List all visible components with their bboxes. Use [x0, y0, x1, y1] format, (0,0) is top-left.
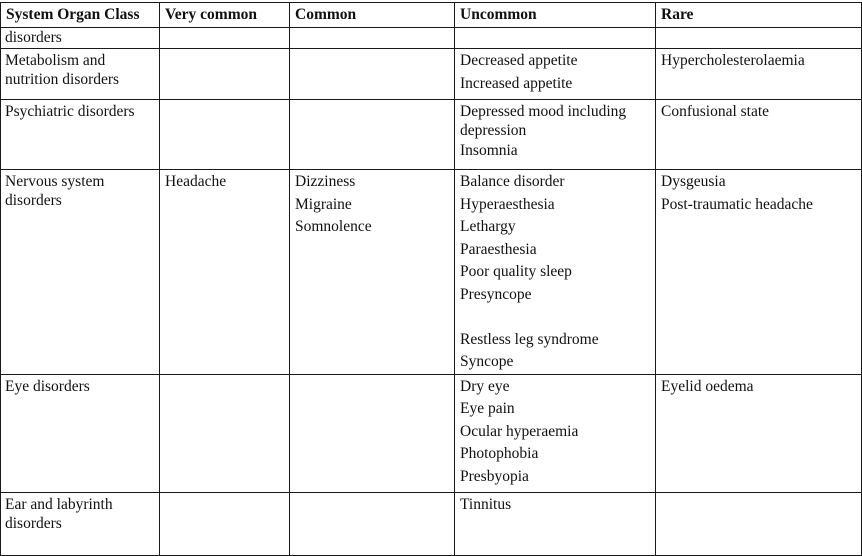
soc-cell — [1, 170, 160, 375]
table-row — [1, 49, 862, 100]
reaction-item: Headache — [165, 173, 227, 190]
uncommon-cell — [455, 374, 656, 492]
reaction-item: Ocular hyperaemia — [460, 422, 579, 440]
common-cell — [290, 492, 455, 555]
reaction-item: Confusional state — [661, 103, 770, 120]
uncommon-cell — [455, 492, 656, 555]
reaction-item: Presyncope — [460, 285, 532, 303]
reaction-item: Migraine — [295, 195, 352, 213]
reaction-item: Dry eye — [460, 377, 510, 395]
reaction-item: Balance disorder — [460, 173, 565, 190]
reaction-item: Somnolence — [295, 218, 372, 235]
uncommon-cell — [455, 100, 656, 170]
very-common-cell — [160, 374, 290, 492]
reaction-item: Hypercholesterolaemia — [661, 52, 805, 69]
reaction-item: Decreased appetite — [460, 52, 578, 69]
common-cell — [290, 170, 455, 375]
soc-cell — [1, 49, 160, 100]
soc-text: Eye disorders — [5, 377, 90, 395]
uncommon-cell — [455, 49, 656, 100]
rare-cell — [656, 374, 862, 492]
reaction-item: Presbyopia — [460, 467, 529, 485]
very-common-cell — [160, 170, 290, 375]
reaction-item: Eye pain — [460, 400, 515, 417]
table-row — [1, 374, 862, 492]
very-common-cell — [160, 492, 290, 555]
soc-text: Ear and labyrinth disorders — [5, 495, 113, 532]
very-common-cell — [160, 100, 290, 170]
reaction-item: Tinnitus — [460, 495, 512, 513]
rare-cell — [656, 170, 862, 375]
rare-cell — [656, 492, 862, 555]
common-cell — [290, 28, 455, 49]
reaction-item: Photophobia — [460, 445, 539, 462]
uncommon-cell — [455, 170, 656, 375]
table-row — [1, 170, 862, 375]
header-rare: Rare — [656, 3, 862, 28]
very-common-cell — [160, 28, 290, 49]
reaction-item: Insomnia — [460, 142, 518, 159]
table-row — [1, 492, 862, 555]
rare-cell — [656, 49, 862, 100]
soc-text: disorders — [5, 29, 62, 46]
reaction-item: Increased appetite — [460, 74, 573, 92]
adverse-reactions-table — [0, 2, 862, 556]
table-row — [1, 28, 862, 49]
reaction-item: Post-traumatic headache — [661, 195, 813, 213]
reaction-item: Depressed mood including depression — [460, 103, 627, 139]
reaction-item: Hyperaesthesia — [460, 195, 555, 213]
reaction-item: Poor quality sleep — [460, 263, 572, 280]
rare-cell — [656, 28, 862, 49]
reaction-item: Syncope — [460, 353, 514, 370]
soc-cell — [1, 100, 160, 170]
common-cell — [290, 49, 455, 100]
soc-cell — [1, 374, 160, 492]
header-very-common: Very common — [160, 3, 290, 28]
blank-line — [460, 306, 649, 329]
reaction-item: Lethargy — [460, 218, 516, 235]
reaction-item: Dysgeusia — [661, 173, 726, 190]
soc-text: Metabolism and nutrition disorders — [5, 52, 120, 88]
reaction-item: Dizziness — [295, 173, 356, 190]
common-cell — [290, 100, 455, 170]
common-cell — [290, 374, 455, 492]
header-common: Common — [290, 3, 455, 28]
uncommon-cell — [455, 28, 656, 49]
soc-cell — [1, 492, 160, 555]
header-row — [1, 3, 862, 28]
soc-text: Nervous system disorders — [5, 173, 105, 209]
reaction-item: Restless leg syndrome — [460, 330, 599, 348]
header-uncommon: Uncommon — [455, 3, 656, 28]
table-row — [1, 100, 862, 170]
header-system-organ-class: System Organ Class — [1, 3, 160, 28]
soc-text: Psychiatric disorders — [5, 103, 135, 120]
reaction-item: Eyelid oedema — [661, 377, 754, 395]
very-common-cell — [160, 49, 290, 100]
soc-cell — [1, 28, 160, 49]
rare-cell — [656, 100, 862, 170]
reaction-item: Paraesthesia — [460, 240, 537, 258]
